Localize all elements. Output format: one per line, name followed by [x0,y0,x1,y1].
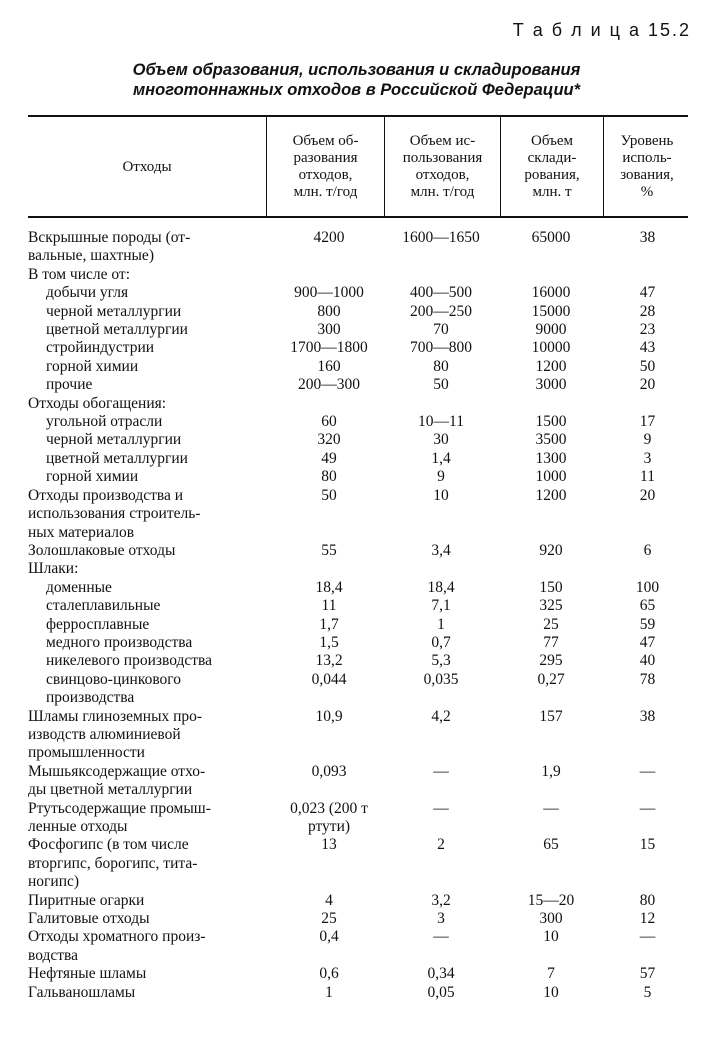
waste-name-cell: цветной металлургии [46,321,188,339]
table-row [28,266,690,284]
storage-cell: 15000 [531,302,571,320]
usage-level-cell: — [639,928,656,946]
usage-cell: 1600—1650 [402,229,480,246]
usage-cell: 50 [433,376,449,394]
usage-level-cell: 5 [643,983,652,1001]
generation-cell: 25 [321,910,337,928]
table-number-label: Т а б л и ц а 15.2 [512,20,691,40]
table-row [28,431,690,449]
generation-cell: 320 [317,431,341,449]
table-row [28,634,690,652]
waste-name-cell: горной химии [46,357,139,375]
waste-name-cell: никелевого производства [46,652,213,670]
table-row [28,229,690,266]
usage-cell: 5,3 [431,652,451,670]
storage-cell: 10000 [531,339,571,357]
storage-cell: 150 [539,578,563,596]
waste-name-cell: черной металлургии [46,431,182,449]
waste-name-cell: доменные [46,578,112,596]
waste-name-cell: черной металлургии [46,302,182,320]
generation-cell: 0,044 [311,670,347,688]
column-header-generation: Объем об- разования отходов, млн. т/год [292,133,359,200]
usage-cell: 3,2 [431,891,451,909]
storage-cell: 325 [539,597,563,615]
usage-cell: 200—250 [410,302,472,320]
usage-cell: 70 [433,321,449,339]
storage-cell: 65 [543,836,559,854]
usage-cell: 0,035 [423,670,459,688]
table-row [28,671,690,708]
generation-cell: 13 [321,836,337,854]
usage-level-cell: 28 [639,302,656,320]
generation-cell: 1700—1800 [290,339,368,357]
usage-cell: 18,4 [427,578,455,596]
usage-level-cell: 23 [639,321,656,339]
waste-name-cell: Ртутьсодержащие промыш- ленные отходы [28,799,211,835]
waste-name-cell: Мышьяксодержащие отхо- ды цветной металлургии [28,762,206,799]
generation-cell: 50 [321,486,337,504]
usage-cell: 0,05 [427,983,455,1001]
storage-cell: 1500 [535,413,567,431]
usage-level-cell: 20 [639,376,656,394]
generation-cell: 18,4 [315,578,343,596]
storage-cell: 1300 [535,449,567,467]
usage-level-cell: 80 [639,891,656,909]
table-row [28,800,690,837]
storage-cell: 7 [547,965,555,983]
table-title [0,60,713,100]
storage-cell: 15—20 [527,891,575,909]
generation-cell: 13,2 [315,652,343,670]
table-row [28,965,690,983]
waste-name-cell: угольной отрасли [46,413,163,431]
table-row [28,560,690,578]
usage-cell: 700—800 [410,339,472,357]
waste-name-cell: Галитовые отходы [28,910,150,928]
table-title-line-1: Объем образования, использования и складирования [132,61,581,79]
waste-name-cell: В том числе от: [28,265,131,283]
waste-name-cell: Отходы обогащения: [28,394,167,412]
waste-name-cell: Шлаки: [28,560,79,578]
storage-cell: 10 [543,983,559,1001]
waste-name-cell: Гальваношламы [28,983,136,1001]
usage-level-cell: 17 [639,413,656,431]
waste-name-cell: ферросплавные [46,615,150,633]
waste-name-cell: стройиндустрии [46,339,155,357]
storage-cell: 10 [543,928,559,946]
usage-cell: 7,1 [431,597,451,615]
usage-cell: — [433,762,449,780]
usage-level-cell: 78 [639,670,656,688]
storage-cell: 9000 [535,321,567,339]
usage-cell: — [433,928,449,946]
generation-cell: 4200 [313,229,345,246]
generation-cell: 800 [317,302,341,320]
generation-cell: 1,7 [319,615,339,633]
table-row [28,892,690,910]
generation-cell: 60 [321,413,337,431]
waste-name-cell: Фосфогипс (в том числе вторгипс, борогипс, тита- ногипс) [28,836,198,891]
generation-cell: 200—300 [298,376,360,394]
storage-cell: 157 [539,707,563,725]
table-row [28,836,690,891]
storage-cell: 3500 [535,431,567,449]
table-row [28,321,690,339]
storage-cell: 0,27 [537,670,565,688]
storage-cell: 1000 [535,468,567,486]
usage-cell: 2 [437,836,445,854]
usage-level-cell: 47 [639,633,656,651]
usage-level-cell: 43 [639,339,656,357]
storage-cell: 1200 [535,486,567,504]
usage-cell: 80 [433,357,449,375]
generation-cell: 0,4 [319,928,339,946]
usage-level-cell: 40 [639,652,656,670]
waste-name-cell: Отходы хроматного произ- водства [28,928,206,964]
table-row [28,376,690,394]
waste-name-cell: Отходы производства и использования строитель- ных материалов [28,486,201,541]
generation-cell: 4 [325,891,333,909]
waste-name-cell: Вскрышные породы (от- вальные, шахтные) [28,229,191,265]
waste-name-cell: прочие [46,376,93,394]
table-row [28,910,690,928]
storage-cell: 920 [539,541,563,559]
usage-cell: 3,4 [431,541,451,559]
storage-cell: 25 [543,615,559,633]
usage-level-cell: — [639,799,656,817]
storage-cell: — [543,799,559,817]
storage-cell: 1,9 [541,762,561,780]
waste-name-cell: медного производства [46,633,193,651]
table-row [28,928,690,965]
column-header-usage-level: Уровень исполь- зования, % [620,133,674,200]
waste-name-cell: Пиритные огарки [28,891,145,909]
usage-cell: 4,2 [431,707,451,725]
table-row [28,413,690,431]
usage-cell: 1,4 [431,449,451,467]
usage-cell: 400—500 [410,284,472,302]
usage-level-cell: 50 [639,357,656,375]
table-row [28,358,690,376]
waste-name-cell: сталеплавильные [46,597,161,615]
usage-level-cell: 11 [640,468,655,486]
storage-cell: 295 [539,652,563,670]
column-header-storage: Объем склади- рования, млн. т [524,133,580,200]
generation-cell: 80 [321,468,337,486]
storage-cell: 16000 [531,284,571,302]
table-body [28,229,690,1002]
table-row [28,303,690,321]
column-header-waste: Отходы [122,158,172,175]
usage-level-cell: 3 [643,449,652,467]
table-row [28,487,690,542]
generation-cell: 10,9 [315,707,343,725]
table-row [28,284,690,302]
generation-cell: 55 [321,541,337,559]
usage-cell: 1 [437,615,445,633]
storage-cell: 1200 [535,357,567,375]
generation-cell: 900—1000 [294,284,364,302]
table-row [28,339,690,357]
usage-level-cell: 47 [639,284,656,302]
usage-level-cell: 9 [643,431,652,449]
table-title-line-2: многотоннажных отходов в Российской Федерации* [132,81,581,99]
table-row [28,616,690,634]
column-header-usage: Объем ис- пользования отходов, млн. т/год [402,133,483,200]
storage-cell: 3000 [535,376,567,394]
usage-cell: 3 [437,910,445,928]
table-row [28,984,690,1002]
generation-cell: 0,023 (200 т ртути) [290,799,368,835]
table-row [28,708,690,763]
usage-level-cell: 65 [639,597,656,615]
usage-cell: 0,7 [431,633,451,651]
table-row [28,468,690,486]
waste-name-cell: добычи угля [46,284,129,302]
generation-cell: 0,093 [311,762,347,780]
generation-cell: 11 [321,597,337,615]
storage-cell: 65000 [531,229,571,246]
table-row [28,542,690,560]
table-row [28,450,690,468]
generation-cell: 1,5 [319,633,339,651]
usage-cell: 10—11 [418,413,464,431]
waste-name-cell: Золошлаковые отходы [28,541,176,559]
waste-name-cell: горной химии [46,468,139,486]
usage-level-cell: 12 [639,910,656,928]
generation-cell: 0,6 [319,965,339,983]
table-row [28,652,690,670]
storage-cell: 77 [543,633,559,651]
generation-cell: 49 [321,449,337,467]
table-row [28,395,690,413]
usage-level-cell: 15 [639,836,656,854]
usage-cell: 10 [433,486,449,504]
generation-cell: 300 [317,321,341,339]
storage-cell: 300 [539,910,563,928]
usage-level-cell: 57 [639,965,656,983]
usage-cell: 0,34 [427,965,455,983]
usage-level-cell: 100 [635,578,660,596]
waste-name-cell: свинцово-цинкового производства [46,670,182,707]
table-row [28,597,690,615]
usage-level-cell: — [639,762,656,780]
table-row [28,763,690,800]
generation-cell: 160 [317,357,341,375]
usage-level-cell: 20 [639,486,656,504]
waste-name-cell: Нефтяные шламы [28,965,147,983]
usage-level-cell: 59 [639,615,656,633]
waste-name-cell: цветной металлургии [46,449,188,467]
usage-level-cell: 38 [639,707,656,725]
usage-level-cell: 38 [639,229,656,246]
usage-level-cell: 6 [643,541,652,559]
generation-cell: 1 [325,983,333,1001]
usage-cell: — [433,799,449,817]
usage-cell: 9 [437,468,445,486]
usage-cell: 30 [433,431,449,449]
table-row [28,579,690,597]
waste-name-cell: Шламы глиноземных про- изводств алюминиевой промышленности [28,707,203,762]
